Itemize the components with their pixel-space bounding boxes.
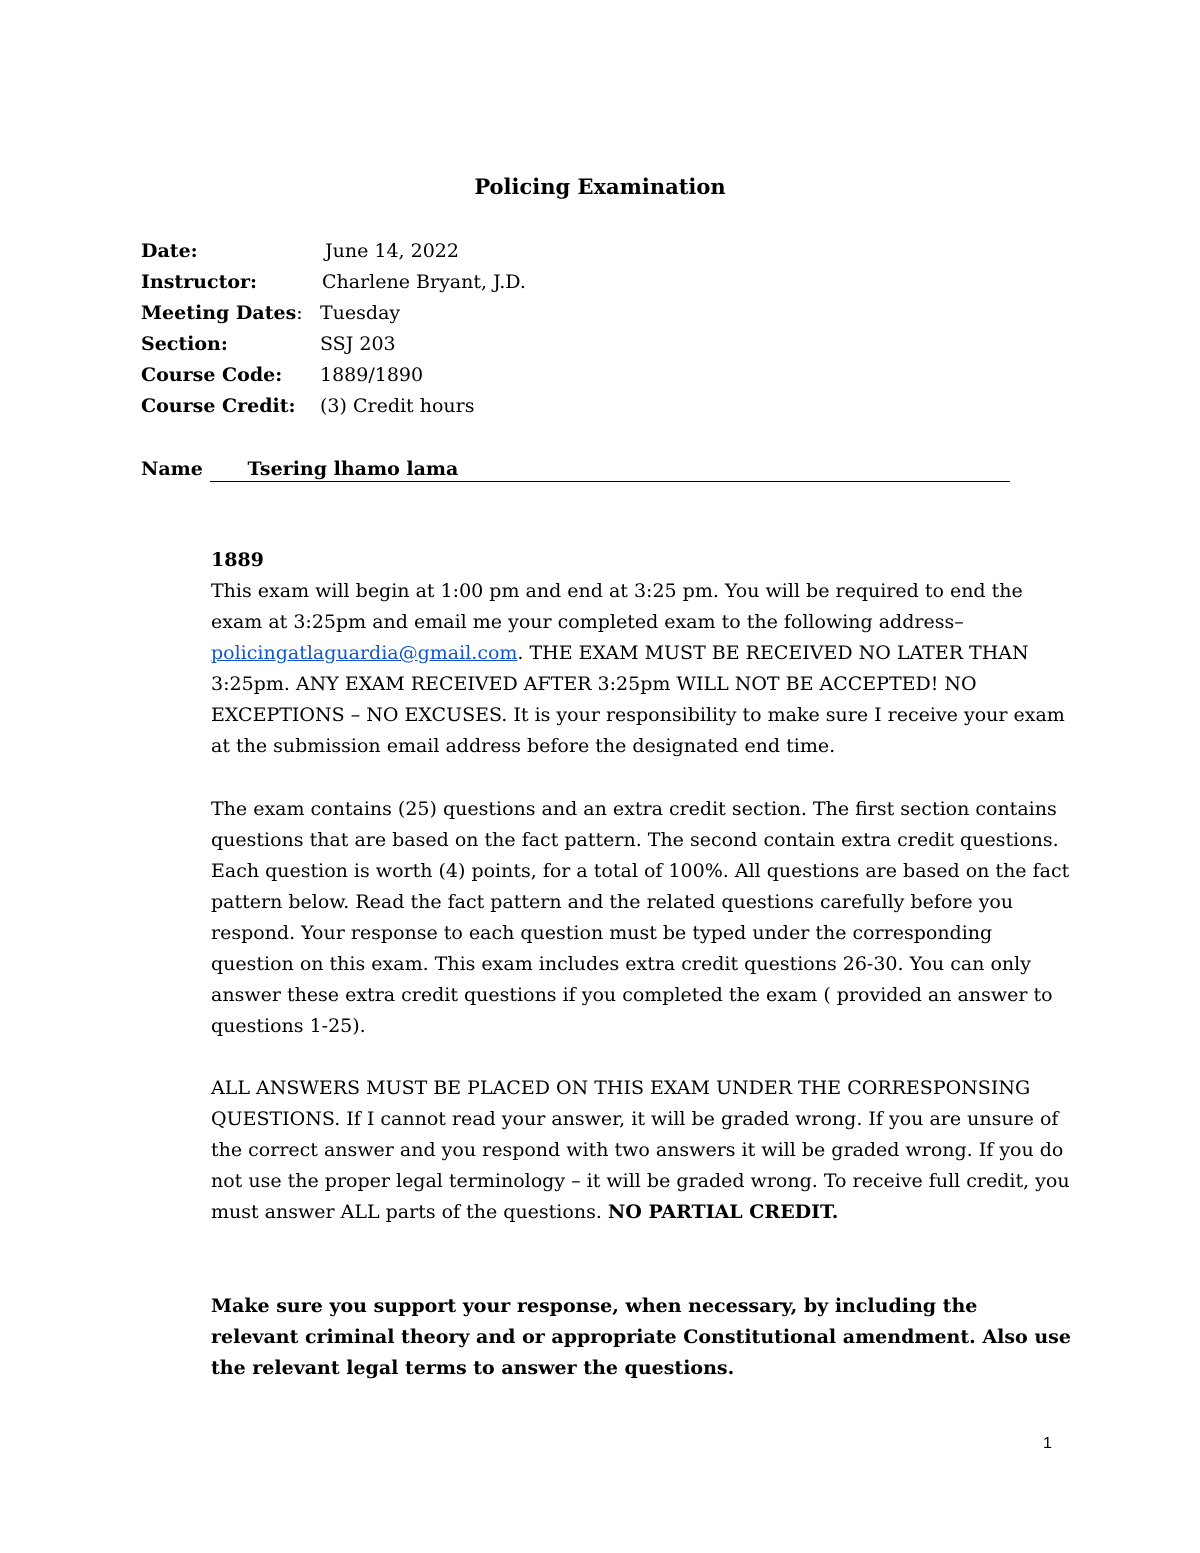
course-code-value: 1889/1890 — [320, 364, 424, 386]
name-field[interactable] — [210, 457, 1011, 482]
course-code-label: Course Code: — [141, 364, 283, 386]
page-number: 1 — [1043, 1435, 1052, 1452]
section-row — [141, 329, 841, 360]
paragraph-1-rest: . THE EXAM MUST BE RECEIVED NO LATER THAN 3:25pm. ANY EXAM RECEIVED AFTER 3:25pm WILL NOT BE ACCEPTED! NO EXCEPTIONS – NO EXCUSES. It is your responsibility to make sure I receive your exam at the submission email address before the designated end time. — [211, 642, 1065, 757]
date-row — [141, 236, 841, 267]
instructor-label: Instructor: — [141, 271, 258, 293]
instructions-paragraph-2: The exam contains (25) questions and an extra credit section. The first section contains questions that are based on the fact pattern. The second contain extra credit questions. Each question is worth (4) points, for a total of 100%. All questions are based on the fact pattern below. Read the fact pattern and the related questions carefully before you respond. Your response to each question must be typed under the corresponding question on this exam. This exam includes extra credit questions 26-30. You can only answer these extra credit questions if you completed the exam ( provided an answer to questions 1-25). — [211, 798, 1070, 1037]
paragraph-1-intro: This exam will begin at 1:00 pm and end at 3:25 pm. You will be required to end the exam at 3:25pm and email me your completed exam to the following address– — [211, 580, 1023, 633]
document-title: Policing Examination — [474, 174, 726, 199]
date-label: Date: — [141, 240, 198, 262]
section-value: SSJ 203 — [320, 333, 396, 355]
course-info — [141, 236, 841, 422]
course-credit-row — [141, 391, 841, 422]
instructions-paragraph-4: Make sure you support your response, when necessary, by including the relevant criminal theory and or appropriate Constitutional amendment. Also use the relevant legal terms to answer the questions. — [211, 1295, 1071, 1379]
section-label: Section: — [141, 333, 228, 355]
name-value: Tsering lhamo lama — [247, 458, 459, 480]
name-label: Name — [141, 458, 203, 480]
meeting-dates-label: Meeting Dates: — [141, 302, 303, 324]
paragraph-3-text: ALL ANSWERS MUST BE PLACED ON THIS EXAM UNDER THE CORRESPONSING QUESTIONS. If I cannot read your answer, it will be graded wrong. If you are unsure of the correct answer and you respond with two answers it will be graded wrong. If you do not use the proper legal terminology – it will be graded wrong. To receive full credit, you must answer ALL parts of the questions. — [211, 1077, 1070, 1223]
course-credit-label: Course Credit: — [141, 395, 296, 417]
submission-email-link[interactable]: policingatlaguardia@gmail.com — [211, 642, 518, 664]
no-partial-credit-note: NO PARTIAL CREDIT. — [607, 1201, 839, 1223]
section-heading: 1889 — [211, 549, 264, 571]
meeting-dates-colon: : — [296, 302, 303, 324]
meeting-dates-value: Tuesday — [320, 302, 401, 324]
date-value: June 14, 2022 — [325, 240, 459, 262]
course-code-row — [141, 360, 841, 391]
instructor-row — [141, 267, 841, 298]
instructor-value: Charlene Bryant, J.D. — [322, 271, 526, 293]
instructions-paragraph-1 — [211, 576, 1071, 762]
instructions-paragraph-3 — [211, 1073, 1071, 1228]
student-name-line — [141, 454, 997, 485]
meeting-dates-row — [141, 298, 841, 329]
course-credit-value: (3) Credit hours — [320, 395, 475, 417]
